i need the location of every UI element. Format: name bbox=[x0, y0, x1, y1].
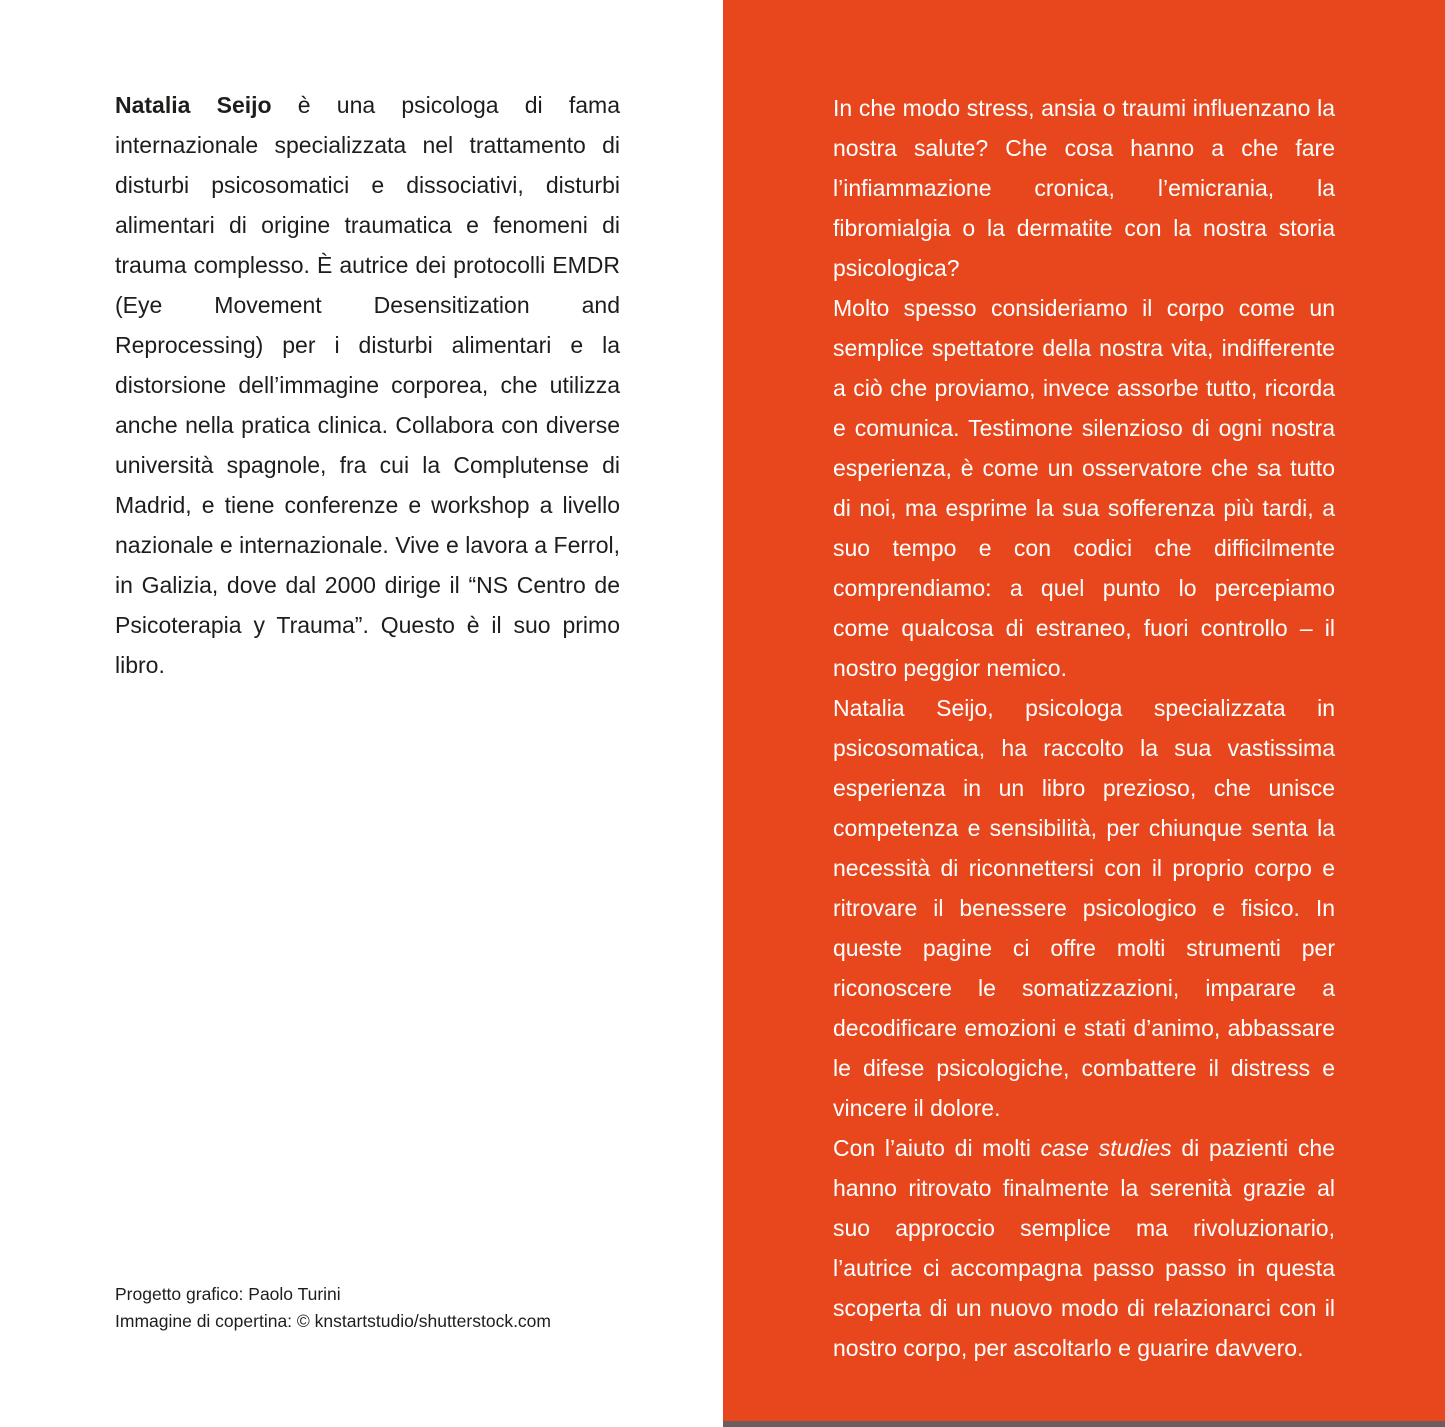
blurb-p4-after: di pazienti che hanno ritrovato finalmente la serenità grazie al suo approccio semplice ma rivoluzionario, l’autrice ci accompagna passo passo in questa scoperta di un nuovo modo di relazionarci con il nostro corpo, per ascoltarlo e guarire davvero. bbox=[833, 1135, 1335, 1361]
blurb-p4-before: Con l’aiuto di molti bbox=[833, 1135, 1041, 1161]
blurb-paragraph-3: Natalia Seijo, psicologa specializzata in psicosomatica, ha raccolto la sua vastissima esperienza in un libro prezioso, che unisce competenza e sensibilità, per chiunque senta la necessità di riconnettersi con il proprio corpo e ritrovare il benessere psicologico e fisico. In queste pagine ci offre molti strumenti per riconoscere le somatizzazioni, imparare a decodificare emozioni e stati d’animo, abbassare le difese psicologiche, combattere il distress e vincere il dolore. bbox=[833, 695, 1335, 1121]
blurb-paragraph-4 bbox=[833, 1128, 1335, 1368]
book-blurb bbox=[833, 88, 1335, 1368]
blurb-paragraph-1: In che modo stress, ansia o traumi influenzano la nostra salute? Che cosa hanno a che fare l’infiammazione cronica, l’emicrania, la fibromialgia o la dermatite con la nostra storia psicologica? bbox=[833, 95, 1335, 281]
back-cover-panel bbox=[723, 0, 1445, 1427]
author-bio bbox=[115, 85, 620, 685]
page-edge-strip bbox=[723, 1421, 1445, 1427]
credits-graphic-design: Progetto grafico: Paolo Turini bbox=[115, 1284, 341, 1304]
credits-cover-image: Immagine di copertina: © knstartstudio/shutterstock.com bbox=[115, 1311, 551, 1331]
blurb-paragraph-2: Molto spesso consideriamo il corpo come un semplice spettatore della nostra vita, indifferente a ciò che proviamo, invece assorbe tutto, ricorda e comunica. Testimone silenzioso di ogni nostra esperienza, è come un osservatore che sa tutto di noi, ma esprime la sua sofferenza più tardi, a suo tempo e con codici che difficilmente comprendiamo: a quel punto lo percepiamo come qualcosa di estraneo, fuori controllo – il nostro peggior nemico. bbox=[833, 295, 1335, 681]
author-name: Natalia Seijo bbox=[115, 92, 272, 118]
author-bio-text: è una psicologa di fama internazionale specializzata nel trattamento di disturbi psicosomatici e dissociativi, disturbi alimentari di origine traumatica e fenomeni di trauma complesso. È autrice dei protocolli EMDR (Eye Movement Desensitization and Reprocessing) per i disturbi alimentari e la distorsione dell’immagine corporea, che utilizza anche nella pratica clinica. Collabora con diverse università spagnole, fra cui la Complutense di Madrid, e tiene conferenze e workshop a livello nazionale e internazionale. Vive e lavora a Ferrol, in Galizia, dove dal 2000 dirige il “NS Centro de Psicoterapia y Trauma”. Questo è il suo primo libro. bbox=[115, 92, 620, 678]
credits-block bbox=[115, 1281, 551, 1335]
blurb-p4-italic: case studies bbox=[1040, 1135, 1172, 1161]
